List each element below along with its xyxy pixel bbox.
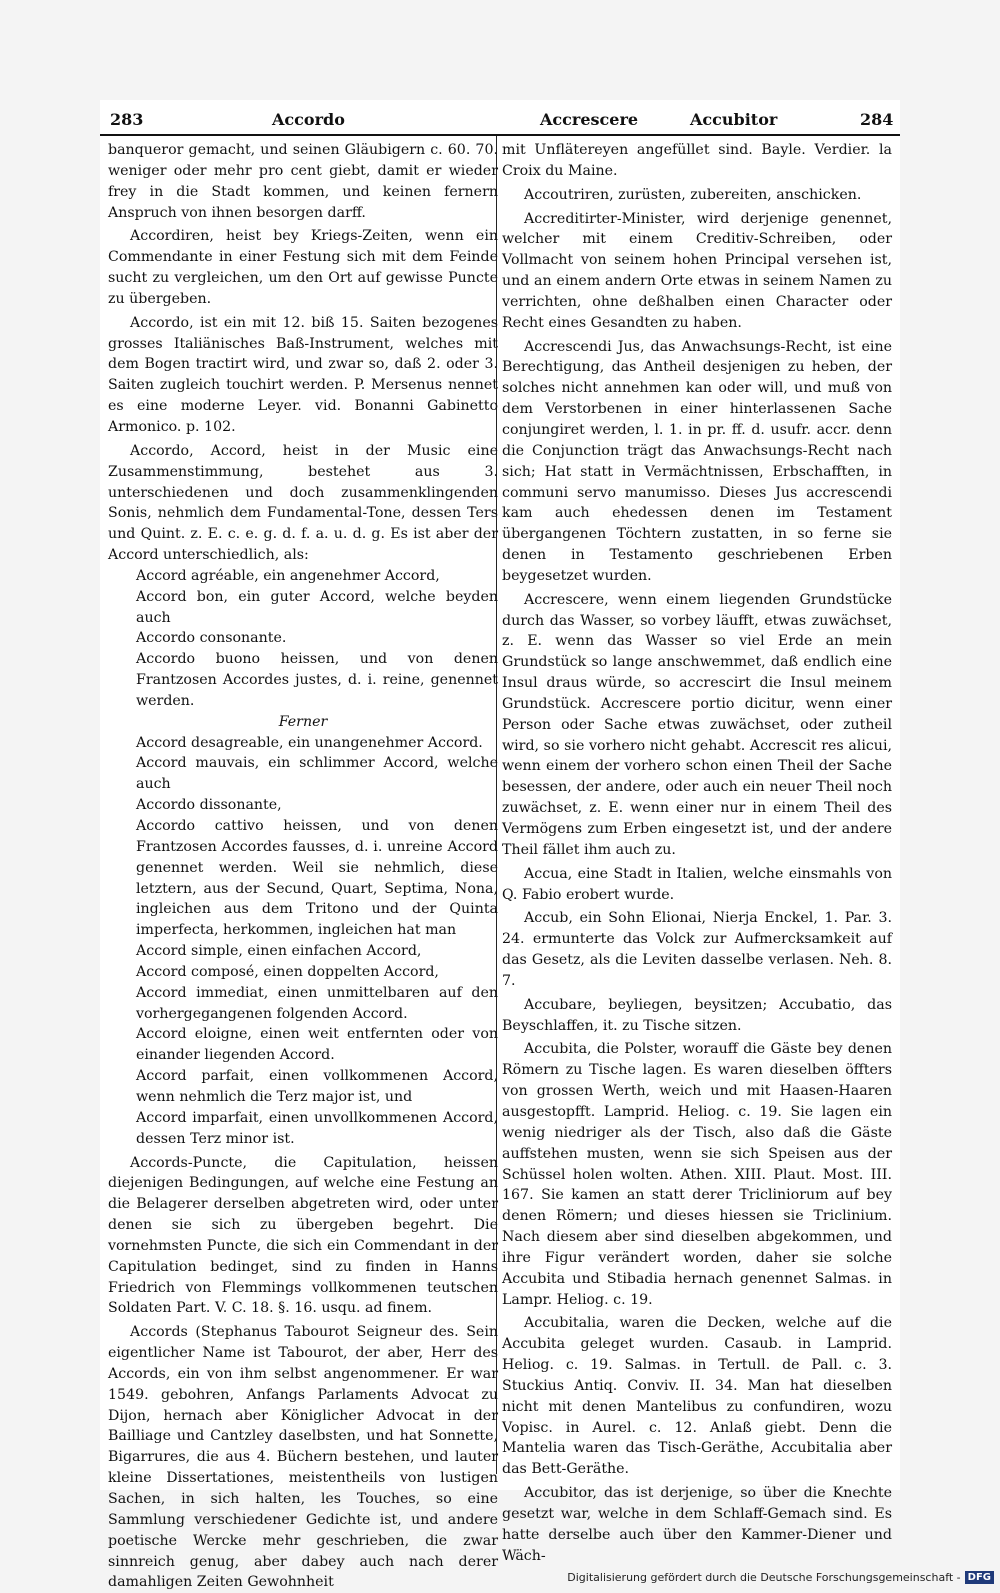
entry-paragraph: Accoutriren, zurüsten, zubereiten, anschicken. [524,186,862,203]
header-rule [100,134,900,136]
entry-paragraph: Accord mauvais, ein schlimmer Accord, welche auch [136,755,498,793]
right-column [502,140,892,1567]
footer-credit-text: Digitalisierung gefördert durch die Deutsche Forschungsgemeinschaft - [567,1571,961,1584]
entry-paragraph: Accrescendi Jus, das Anwachsungs-Recht, ist eine Berechtigung, das Antheil desjenigen zu heben, der solches nicht annehmen kan oder will, und muß von dem Verstorbenen in einer hinterlassenen Sache conjungiret werden, l. 1. in pr. ff. d. usufr. accr. denn die Conjunction trägt das Anwachsungs-Recht nach sich; Hat statt in Vermächtnissen, Erbschafften, in communi servo manumisso. Dieses Jus accrescendi kam auch ehedessen denen im Testament übergangenen Töchtern zustatten, in so ferne sie denen in Testamento geschriebenen Erben beygesetzet wurden. [502,338,892,584]
dfg-logo: DFG [965,1571,994,1584]
footer-credit [567,1571,994,1584]
entry-paragraph: Accord immediat, einen unmittelbaren auf den vorhergegangenen folgenden Accord. [136,984,498,1022]
entry-paragraph: Accua, eine Stadt in Italien, welche einsmahls von Q. Fabio erobert wurde. [502,865,892,903]
entry-paragraph: Accord composé, einen doppelten Accord, [136,963,439,980]
entry-paragraph: Accordo consonante. [136,630,287,647]
entry-paragraph: Accord simple, einen einfachen Accord, [136,943,422,960]
entry-paragraph: Ferner [278,713,328,730]
entry-paragraph: Accordo buono heissen, und von denen Frantzosen Accordes justes, d. i. reine, genennet werden. [136,651,498,709]
entry-paragraph: Accords-Puncte, die Capitulation, heissen diejenigen Bedingungen, auf welche eine Festung an die Belagerer derselben abgetreten wird, oder unter denen sie sich zu übergeben begehrt. Die vornehmsten Puncte, die sich ein Commendant in der Capitulation bedinget, sind zu finden in Hanns Friedrich von Flemmings vollkommenen teutschen Soldaten Part. V. C. 18. §. 16. usqu. ad finem. [108,1154,498,1317]
entry-paragraph: Accordo dissonante, [136,797,282,814]
entry-paragraph: banqueror gemacht, und seinen Gläubigern c. 60. 70. weniger oder mehr pro cent giebt, damit er wieder frey in die Stadt kommen, und keinen fernern Anspruch von ihnen besorgen darff. [108,142,498,221]
entry-paragraph: Accub, ein Sohn Elionai, Nierja Enckel, 1. Par. 3. 24. ermunterte das Volck zur Aufmercksamkeit auf das Gesetz, als die Leviten dasselbe verlasen. Neh. 8. 7. [502,910,892,989]
entry-paragraph: Accreditirter-Minister, wird derjenige genennet, welcher mit einem Creditiv-Schreiben, oder Vollmacht von seinem hohen Principal versehen ist, und an einem andern Orte etwas in seinem Namen zu verrichten, ohne deßhalben einen Character oder Recht eines Gesandten zu haben. [502,210,892,331]
entry-paragraph: Accordo cattivo heissen, und von denen Frantzosen Accordes fausses, d. i. unreine Accord genennet werden. Weil sie nehmlich, diese letztern, aus der Secund, Quart, Septima, Nona, ingleichen aus dem Tritono und der Quinta imperfecta, herkommen, ingleichen hat man [136,818,498,939]
entry-paragraph: Accord eloigne, einen weit entfernten oder von einander liegenden Accord. [136,1026,498,1064]
entry-paragraph: Accrescere, wenn einem liegenden Grundstücke durch das Wasser, so vorbey läufft, etwas zuwächset, z. E. wenn das Wasser so viel Erde an mein Grundstück so lange anschwemmet, daß endlich eine Insul draus würde, so accrescirt die Insul meinem Grundstück. Accrescere portio dicitur, wenn einer Person oder Sache etwas zuwächset, oder zutheil wird, so sie vorhero nicht gehabt. Accrescit res alicui, wenn einem der vorhero schon einen Theil der Sache besessen, der andere, oder auch ein neuer Theil noch zuwächset, z. E. wenn einer nur in einem Theil des Vermögens zum Erben eingesetzt ist, und der andere Theil fället ihm auch zu. [502,591,892,858]
entry-paragraph: Accord parfait, einen vollkommenen Accord, wenn nehmlich die Terz major ist, und [136,1068,498,1105]
entry-paragraph: Accubitor, das ist derjenige, so über die Knechte gesetzt war, welche in dem Schlaff-Gemach sind. Es hatte derselbe auch über den Kammer-Diener und Wäch- [502,1485,892,1564]
left-header-keyword: Accordo [272,110,345,129]
entry-paragraph: Accord bon, ein guter Accord, welche beyden auch [136,588,498,626]
running-header [100,110,900,134]
right-header-keyword-1: Accrescere [540,110,639,129]
entry-paragraph: Accordo, Accord, heist in der Music eine Zusammenstimmung, bestehet aus 3. unterschiedenen und doch zusammenklingenden Sonis, nehmlich dem Fundamental-Tone, dessen Ters und Quint. z. E. c. e. g. d. f. a. u. d. g. Es ist aber der Accord unterschiedlich, als: [108,442,498,564]
entry-paragraph: Accord agréable, ein angenehmer Accord, [136,567,440,584]
right-header-keyword-2: Accubitor [690,110,778,129]
entry-paragraph: Accord desagreable, ein unangenehmer Accord. [136,734,483,751]
left-page-number: 283 [110,110,144,129]
right-page-number: 284 [860,110,894,129]
left-column [108,140,498,1593]
entry-paragraph: mit Unflätereyen angefüllet sind. Bayle. Verdier. la Croix du Maine. [502,142,892,179]
entry-paragraph: Accubare, beyliegen, beysitzen; Accubatio, das Beyschlaffen, it. zu Tische sitzen. [502,996,892,1034]
entry-paragraph: Accubita, die Polster, worauff die Gäste bey denen Römern zu Tische lagen. Es waren dieselben öffters von grossen Werth, weich und mit Haasen-Haaren ausgestopfft. Lamprid. Heliog. c. 19. Sie lagen ein wenig niedriger als der Tisch, also daß die Gäste auffstehen musten, wenn sie sich Speisen aus der Schüssel holen wolten. Athen. XIII. Plaut. Most. III. 167. Sie kamen an statt derer Tricliniorum auf bey denen Römern; und dieses hiessen sie Triclinium. Nach diesem aber sind dieselben abgekommen, und ihre Figur verändert worden, daher sie solche Accubita und Stibadia hernach genennet Salmas. in Lampr. Heliog. c. 19. [502,1041,892,1308]
entry-paragraph: Accord imparfait, einen unvollkommenen Accord, dessen Terz minor ist. [136,1109,498,1147]
entry-paragraph: Accubitalia, waren die Decken, welche auf die Accubita geleget wurden. Casaub. in Lamprid. Heliog. c. 19. Salmas. in Tertull. de Pall. c. 3. Stuckius Antiq. Conviv. II. 34. Man hat dieselben nicht mit denen Mantelibus zu confundiren, wozu Vopisc. in Aurel. c. 12. Anlaß giebt. Denn die Mantelia waren das Tisch-Geräthe, Accubitalia aber das Bett-Geräthe. [502,1315,892,1478]
entry-paragraph: Accordo, ist ein mit 12. biß 15. Saiten bezogenes grosses Italiänisches Baß-Instrument, welches mit dem Bogen tractirt wird, und zwar so, daß 2. oder 3. Saiten zugleich touchirt werden. P. Mersenus nennet es eine moderne Leyer. vid. Bonanni Gabinetto Armonico. p. 102. [108,314,498,435]
entry-paragraph: Accords (Stephanus Tabourot Seigneur des. Sein eigentlicher Name ist Tabourot, der aber, Herr des Accords, ein von ihm selbst angenommener. Er war 1549. gebohren, Anfangs Parlaments Advocat zu Dijon, hernach aber Königlicher Advocat in der Bailliage und Cantzley daselbsten, und hat Sonnette, Bigarrures, die aus 4. Büchern bestehen, und lauter kleine Dissertationes, meistentheils von lustigen Sachen, in sich halten, les Touches, so eine Sammlung verschiedener Gedichte ist, und andere poetische Wercke mehr geschrieben, die zwar sinnreich genug, aber dabey auch nach derer damahligen Zeiten Gewohnheit [108,1324,498,1591]
entry-paragraph: Accordiren, heist bey Kriegs-Zeiten, wenn ein Commendante in einer Festung sich mit dem Feinde sucht zu vergleichen, um den Ort auf gewisse Puncte zu übergeben. [108,228,498,307]
